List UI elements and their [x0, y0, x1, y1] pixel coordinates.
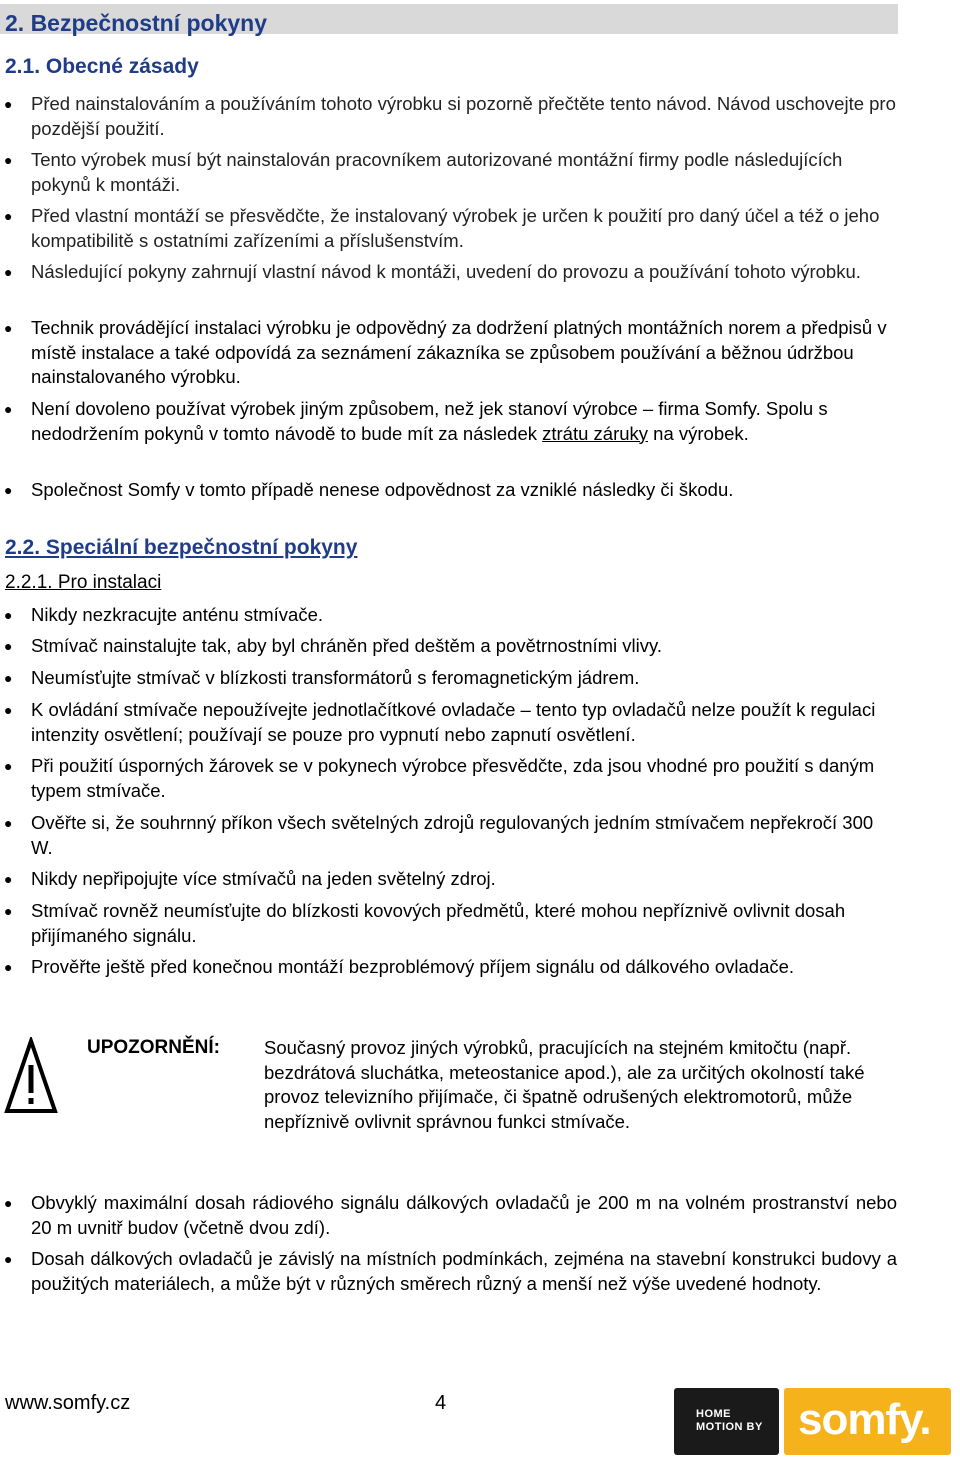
bullet-icon: ● — [4, 959, 13, 975]
bullet-icon: ● — [4, 607, 13, 623]
bullet-icon: ● — [4, 1251, 13, 1267]
warning-label: UPOZORNĚNÍ: — [87, 1037, 220, 1058]
section-header-bar — [0, 4, 898, 34]
bullet-icon: ● — [4, 152, 13, 168]
somfy-logo: somfy. — [784, 1388, 951, 1455]
special-heading: 2.2. Speciální bezpečnostní pokyny — [5, 536, 358, 559]
bullet-icon: ● — [4, 1195, 13, 1211]
bullet-icon: ● — [4, 758, 13, 774]
footer-url: www.somfy.cz — [5, 1392, 131, 1414]
bullet-icon: ● — [4, 871, 13, 887]
bullet-icon: ● — [4, 638, 13, 654]
warranty-loss-text: ztrátu záruky — [542, 422, 649, 444]
bullet-icon: ● — [4, 815, 13, 831]
warning-text: Současný provoz jiných výrobků, pracujících na stejném kmitočtu (např. bezdrátová sluchátka, meteostanice apod.), ale za určitých okolností také provoz televizního přijímače, či špatně odrušených elektromotorů, může nepříznivě ovlivnit správnou funkci stmívače. — [264, 1037, 865, 1132]
bullet-icon: ● — [4, 903, 13, 919]
home-motion-logo: HOME MOTION BY — [674, 1388, 779, 1455]
bullet-icon: ● — [4, 96, 13, 112]
installation-subheading: 2.2.1. Pro instalaci — [5, 572, 162, 593]
warning-triangle-icon — [4, 1037, 58, 1115]
section-title: 2. Bezpečnostní pokyny — [5, 10, 268, 36]
page-number: 4 — [435, 1392, 447, 1414]
general-heading: 2.1. Obecné zásady — [5, 55, 199, 78]
bullet-icon: ● — [4, 702, 13, 718]
bullet-icon: ● — [4, 401, 13, 417]
bullet-icon: ● — [4, 482, 13, 498]
bullet-icon: ● — [4, 208, 13, 224]
bullet-icon: ● — [4, 670, 13, 686]
bullet-icon: ● — [4, 264, 13, 280]
bullet-icon: ● — [4, 320, 13, 336]
